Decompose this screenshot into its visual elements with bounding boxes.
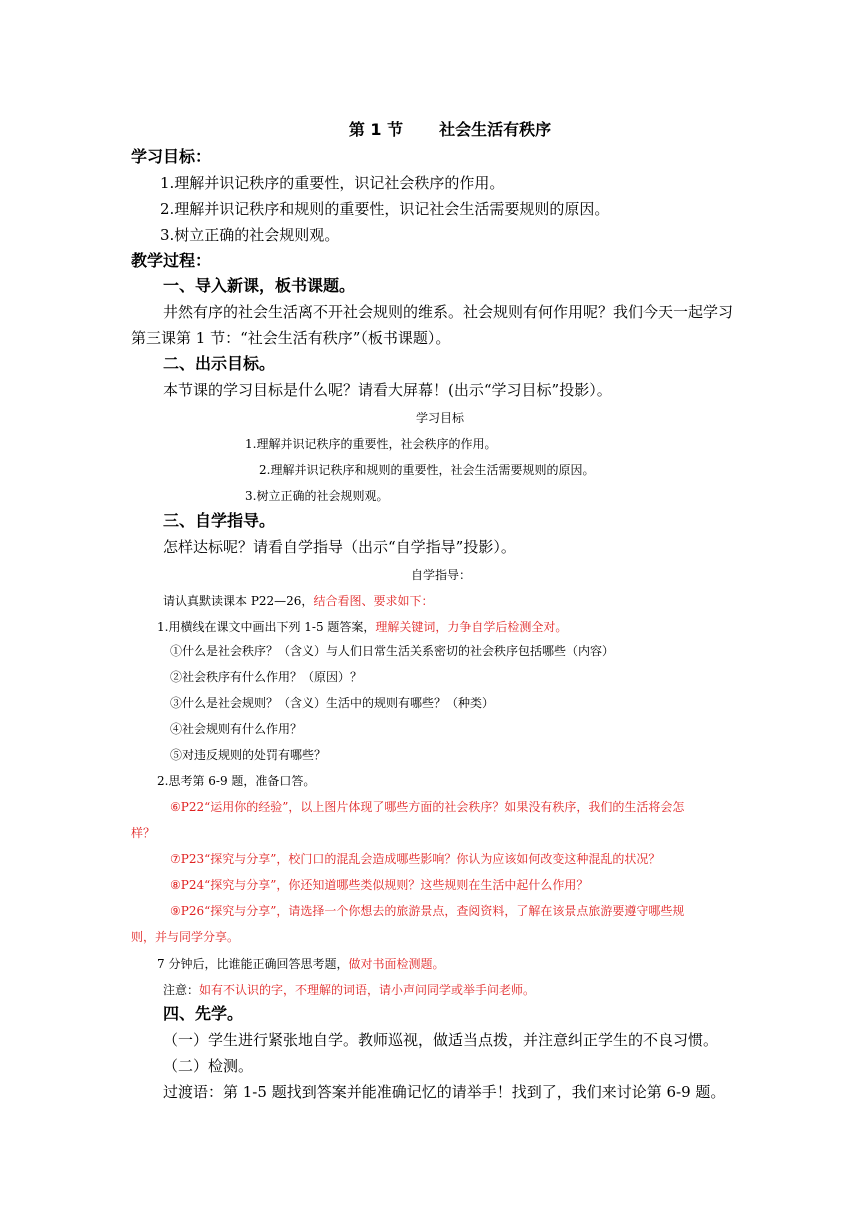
section-4-paragraph-3: 过渡语：第 1-5 题找到答案并能准确记忆的请举手！找到了，我们来讨论第 6-9 题。 [163,1083,726,1101]
section-title: 社会生活有秩序 [439,120,552,139]
guide-note-1-text: 7 分钟后，比谁能正确回答思考题， [157,957,349,971]
guide-note-1 [157,955,444,973]
section-2-heading: 二、出示目标。 [163,354,276,373]
section-1-paragraph-line-1: 井然有序的社会生活离不开社会规则的维系。社会规则有何作用呢？我们今天一起学习 [163,303,734,321]
guide-question-5: ⑤对违反规则的处罚有哪些？ [170,748,327,762]
section-1-paragraph-line-2: 第三课第 1 节：“社会生活有秩序”（板书课题）。 [131,329,451,347]
guide-question-7: ⑦P23“探究与分享”，校门口的混乱会造成哪些影响？你认为应该如何改变这种混乱的状况？ [170,852,661,866]
goals-slide-item-3: 3.树立正确的社会规则观。 [245,489,389,503]
guide-intro [163,592,433,610]
process-heading: 教学过程： [131,251,212,270]
page-title [0,120,860,140]
guide-question-9-line-1: ⑨P26“探究与分享”，请选择一个你想去的旅游景点，查阅资料，了解在该景点旅游要遵守哪些规 [170,904,685,918]
guide-question-6-line-2: 样？ [131,826,156,840]
goals-heading: 学习目标： [131,147,212,166]
guide-question-3: ③什么是社会规则？（含义）生活中的规则有哪些？（种类） [170,696,495,710]
guide-item-2: 2.思考第 6-9 题，准备口答。 [157,774,316,788]
section-4-paragraph-1: （一）学生进行紧张地自学。教师巡视，做适当点拨，并注意纠正学生的不良习惯。 [163,1031,719,1049]
guide-question-6-line-1: ⑥P22“运用你的经验”，以上图片体现了哪些方面的社会秩序？如果没有秩序，我们的生活将会怎 [170,800,685,814]
guide-note-1-red: 做对书面检测题。 [348,957,445,971]
goal-item-1: 1.理解并识记秩序的重要性，识记社会秩序的作用。 [160,174,505,192]
section-3-heading: 三、自学指导。 [163,511,276,530]
goals-slide-title: 学习目标 [416,411,465,425]
goal-item-3: 3.树立正确的社会规则观。 [160,226,340,244]
goals-slide-item-2: 2.理解并识记秩序和规则的重要性，社会生活需要规则的原因。 [259,463,595,477]
guide-item-1-red: 理解关键词，力争自学后检测全对。 [375,620,568,634]
guide-question-8: ⑧P24“探究与分享”，你还知道哪些类似规则？这些规则在生活中起什么作用？ [170,878,589,892]
section-2-paragraph: 本节课的学习目标是什么呢？请看大屏幕！(出示“学习目标”投影）。 [163,381,612,399]
guide-note-2 [163,981,535,999]
guide-slide-title: 自学指导： [411,568,472,582]
goal-item-2: 2.理解并识记秩序和规则的重要性，识记社会生活需要规则的原因。 [160,200,610,218]
guide-question-4: ④社会规则有什么作用？ [170,722,303,736]
guide-question-1: ①什么是社会秩序？（含义）与人们日常生活关系密切的社会秩序包括哪些（内容） [170,644,615,658]
guide-question-2: ②社会秩序有什么作用？（原因）？ [170,670,363,684]
section-4-heading: 四、先学。 [163,1004,244,1023]
section-1-heading: 一、导入新课，板书课题。 [163,276,356,295]
guide-item-1-text: 1.用横线在课文中画出下列 1-5 题答案， [157,620,376,634]
guide-item-1 [157,618,567,636]
guide-intro-red: 结合看图、要求如下： [313,594,434,608]
section-number: 第 1 节 [348,120,404,139]
guide-note-2-red: 如有不认识的字，不理解的词语，请小声问同学或举手问老师。 [199,983,536,997]
goals-slide-item-1: 1.理解并识记秩序的重要性，社会秩序的作用。 [245,437,497,451]
guide-intro-text: 请认真默读课本 P22—26， [163,594,314,608]
guide-question-9-line-2: 则，并与同学分享。 [131,930,240,944]
guide-note-2-text: 注意： [163,983,200,997]
section-3-paragraph: 怎样达标呢？请看自学指导（出示“自学指导”投影）。 [163,538,516,556]
section-4-paragraph-2: （二）检测。 [163,1057,254,1075]
